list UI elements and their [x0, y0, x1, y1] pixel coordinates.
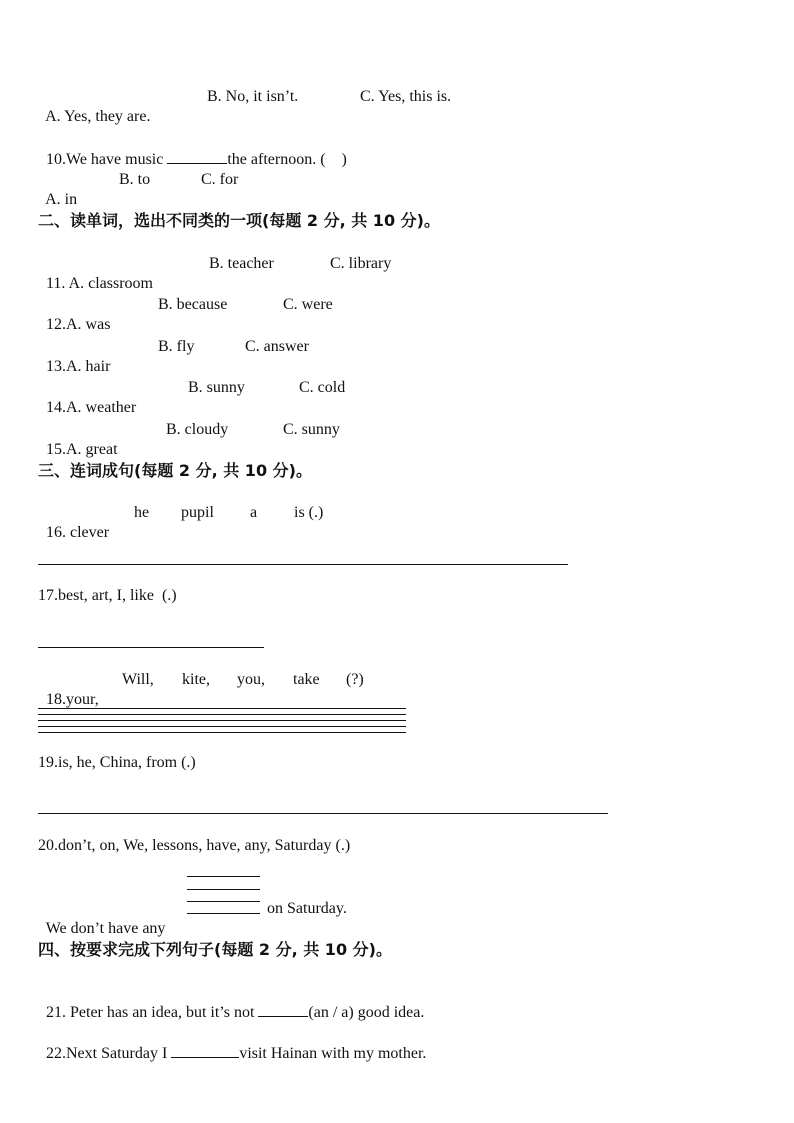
q18-answer-line: [38, 732, 406, 733]
q14-option-b: B. sunny: [188, 379, 245, 396]
q18-answer-line: [38, 720, 406, 721]
q21-answer-blank[interactable]: [258, 1002, 308, 1017]
q16-word-1: 16. clever: [46, 524, 110, 541]
q16-word-3: pupil: [181, 504, 214, 521]
q16-word-5: is (.): [294, 504, 324, 521]
question-20: 20.don’t, on, We, lessons, have, any, Saturday (.): [38, 837, 351, 854]
q14-option-a: A. weather: [66, 399, 137, 416]
q18-word-2: Will,: [122, 671, 154, 688]
q9-option-a: A. Yes, they are.: [45, 108, 151, 125]
q15-option-a: A. great: [66, 441, 118, 458]
q20-answer-line: [187, 901, 260, 902]
q9-option-c: C. Yes, this is.: [360, 88, 452, 105]
q10-option-b: B. to: [119, 171, 151, 188]
section-4-heading: 四、按要求完成下列句子(每题 2 分, 共 10 分)。: [38, 940, 392, 959]
q15-option-b: B. cloudy: [166, 421, 229, 438]
q20-answer-post: on Saturday.: [267, 900, 347, 917]
q18-word-4: you,: [237, 671, 265, 688]
q20-answer-line: [187, 913, 260, 914]
q12-number: 12.: [46, 316, 66, 333]
q20-answer-line: [187, 876, 260, 877]
q15-option-c: C. sunny: [283, 421, 340, 438]
question-10: [38, 129, 347, 170]
q21-text-post: (an / a) good idea.: [308, 1004, 425, 1021]
q19-answer-line[interactable]: [38, 813, 608, 814]
q21-text-pre: 21. Peter has an idea, but it’s not: [46, 1004, 259, 1021]
q13-option-c: C. answer: [245, 338, 309, 355]
q10-text-pre: 10.We have music: [46, 151, 168, 168]
section-2-heading: 二、读单词，选出不同类的一项(每题 2 分, 共 10 分)。: [38, 211, 440, 230]
q10-option-c: C. for: [201, 171, 239, 188]
q11-option-c: C. library: [330, 255, 392, 272]
q18-answer-line: [38, 726, 406, 727]
q16-word-4: a: [250, 504, 258, 521]
question-17: 17.best, art, I, like (.): [38, 587, 177, 604]
q13-number: 13.: [46, 358, 66, 375]
q14-number: 14.: [46, 399, 66, 416]
q10-answer-blank[interactable]: [167, 149, 227, 164]
q16-word-2: he: [134, 504, 150, 521]
q11-option-b: B. teacher: [209, 255, 274, 272]
question-22: [38, 1023, 426, 1064]
q12-option-b: B. because: [158, 296, 228, 313]
q13-option-a: A. hair: [66, 358, 111, 375]
q22-text-post: visit Hainan with my mother.: [239, 1045, 427, 1062]
q9-option-b: B. No, it isn’t.: [207, 88, 299, 105]
q10-option-a: A. in: [45, 191, 78, 208]
q18-answer-line: [38, 708, 406, 709]
q18-word-3: kite,: [182, 671, 210, 688]
q18-word-5: take: [293, 671, 320, 688]
q16-answer-line[interactable]: [38, 564, 568, 565]
q22-answer-blank[interactable]: [171, 1043, 239, 1058]
q17-answer-line[interactable]: [38, 647, 264, 648]
q12-option-a: A. was: [66, 316, 111, 333]
question-19: 19.is, he, China, from (.): [38, 754, 196, 771]
section-3-heading: 三、连词成句(每题 2 分, 共 10 分)。: [38, 461, 312, 480]
q18-word-1: 18.your,: [46, 691, 99, 708]
q22-text-pre: 22.Next Saturday I: [46, 1045, 172, 1062]
q18-word-6: (?): [346, 671, 364, 688]
q20-answer-line: [187, 889, 260, 890]
q18-answer-line: [38, 714, 406, 715]
q15-number: 15.: [46, 441, 66, 458]
question-21: [38, 982, 424, 1023]
q14-option-c: C. cold: [299, 379, 346, 396]
q13-option-b: B. fly: [158, 338, 195, 355]
q10-text-post: the afternoon. ( ): [227, 151, 347, 168]
q20-answer-pre: We don’t have any: [45, 920, 166, 937]
q11-option-a: A. classroom: [68, 275, 153, 292]
q11-number: 11.: [46, 275, 69, 292]
q12-option-c: C. were: [283, 296, 333, 313]
